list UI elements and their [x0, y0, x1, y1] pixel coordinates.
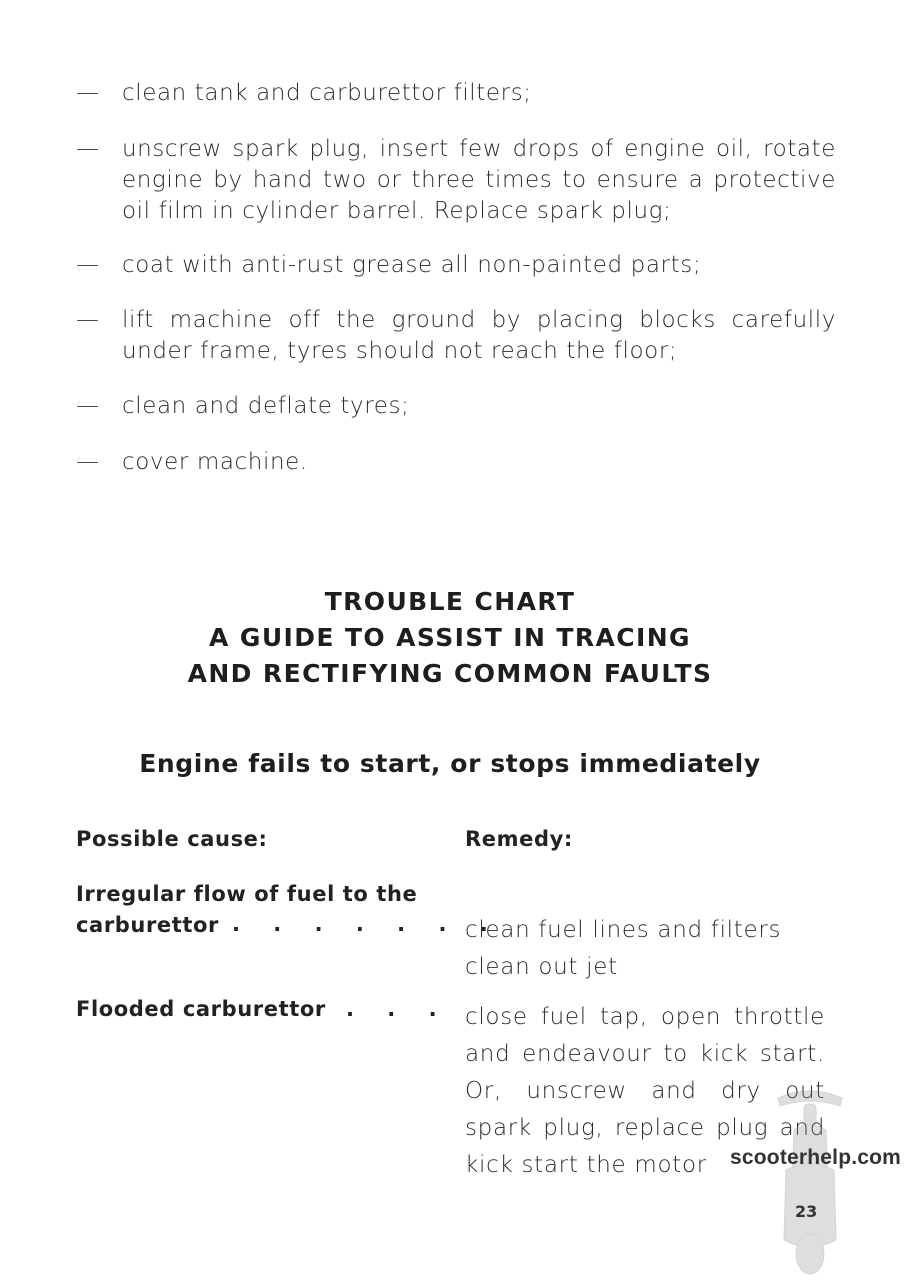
remedy-line: spark plug, replace plug and: [465, 1115, 825, 1141]
bullet-dash: —: [76, 136, 100, 162]
list-item: [76, 78, 836, 109]
leader-dots: . . . . . . .: [232, 912, 501, 936]
remedy-line: clean fuel lines and filters: [465, 917, 782, 943]
remedy-line: Or, unscrew and dry out: [465, 1078, 825, 1104]
remedy-text: [465, 912, 825, 986]
trouble-chart-title-line3: AND RECTIFYING COMMON FAULTS: [187, 659, 713, 688]
cause-line: Irregular flow of fuel to the: [76, 882, 418, 906]
list-item: [76, 391, 836, 422]
page-number: 23: [795, 1202, 818, 1221]
list-item: [76, 134, 836, 227]
remedy-line: and endeavour to kick start.: [465, 1041, 825, 1067]
list-item-text: unscrew spark plug, insert few drops of engine oil, rotate engine by hand two or three times to ensure a protective oil film in cylinder barrel. Replace spark plug;: [122, 136, 836, 224]
trouble-chart-title-line1: TROUBLE CHART: [324, 587, 576, 616]
list-item-text: lift machine off the ground by placing blocks carefully under frame, tyres should not reach the floor;: [122, 307, 836, 364]
list-item: [76, 447, 836, 478]
list-item-text: coat with anti-rust grease all non-painted parts;: [122, 252, 702, 278]
leader-dots: . . .: [346, 997, 450, 1021]
remedy-line: clean out jet: [465, 954, 618, 980]
watermark-text: scooterhelp.com: [730, 1146, 902, 1169]
trouble-chart-title-line2: A GUIDE TO ASSIST IN TRACING: [209, 623, 691, 652]
section-heading: Engine fails to start, or stops immediately: [139, 749, 761, 778]
list-item-text: cover machine.: [122, 449, 308, 475]
cause-text: [76, 994, 326, 1025]
remedy-line: kick start the motor: [465, 1152, 707, 1178]
remedy-line: close fuel tap, open throttle: [465, 1004, 825, 1030]
list-item-text: clean tank and carburettor filters;: [122, 80, 532, 106]
cause-column-header: Possible cause:: [76, 827, 268, 851]
bullet-dash: —: [76, 252, 100, 278]
bullet-dash: —: [76, 80, 100, 106]
list-item-text: clean and deflate tyres;: [122, 393, 410, 419]
list-item: [76, 305, 836, 367]
bullet-dash: —: [76, 449, 100, 475]
bullet-dash: —: [76, 393, 100, 419]
cause-line: carburettor: [76, 913, 220, 937]
cause-line: Flooded carburettor: [76, 997, 326, 1021]
remedy-column-header: Remedy:: [465, 827, 573, 851]
trouble-chart-title: [0, 584, 900, 692]
bullet-dash: —: [76, 307, 100, 333]
list-item: [76, 250, 836, 281]
